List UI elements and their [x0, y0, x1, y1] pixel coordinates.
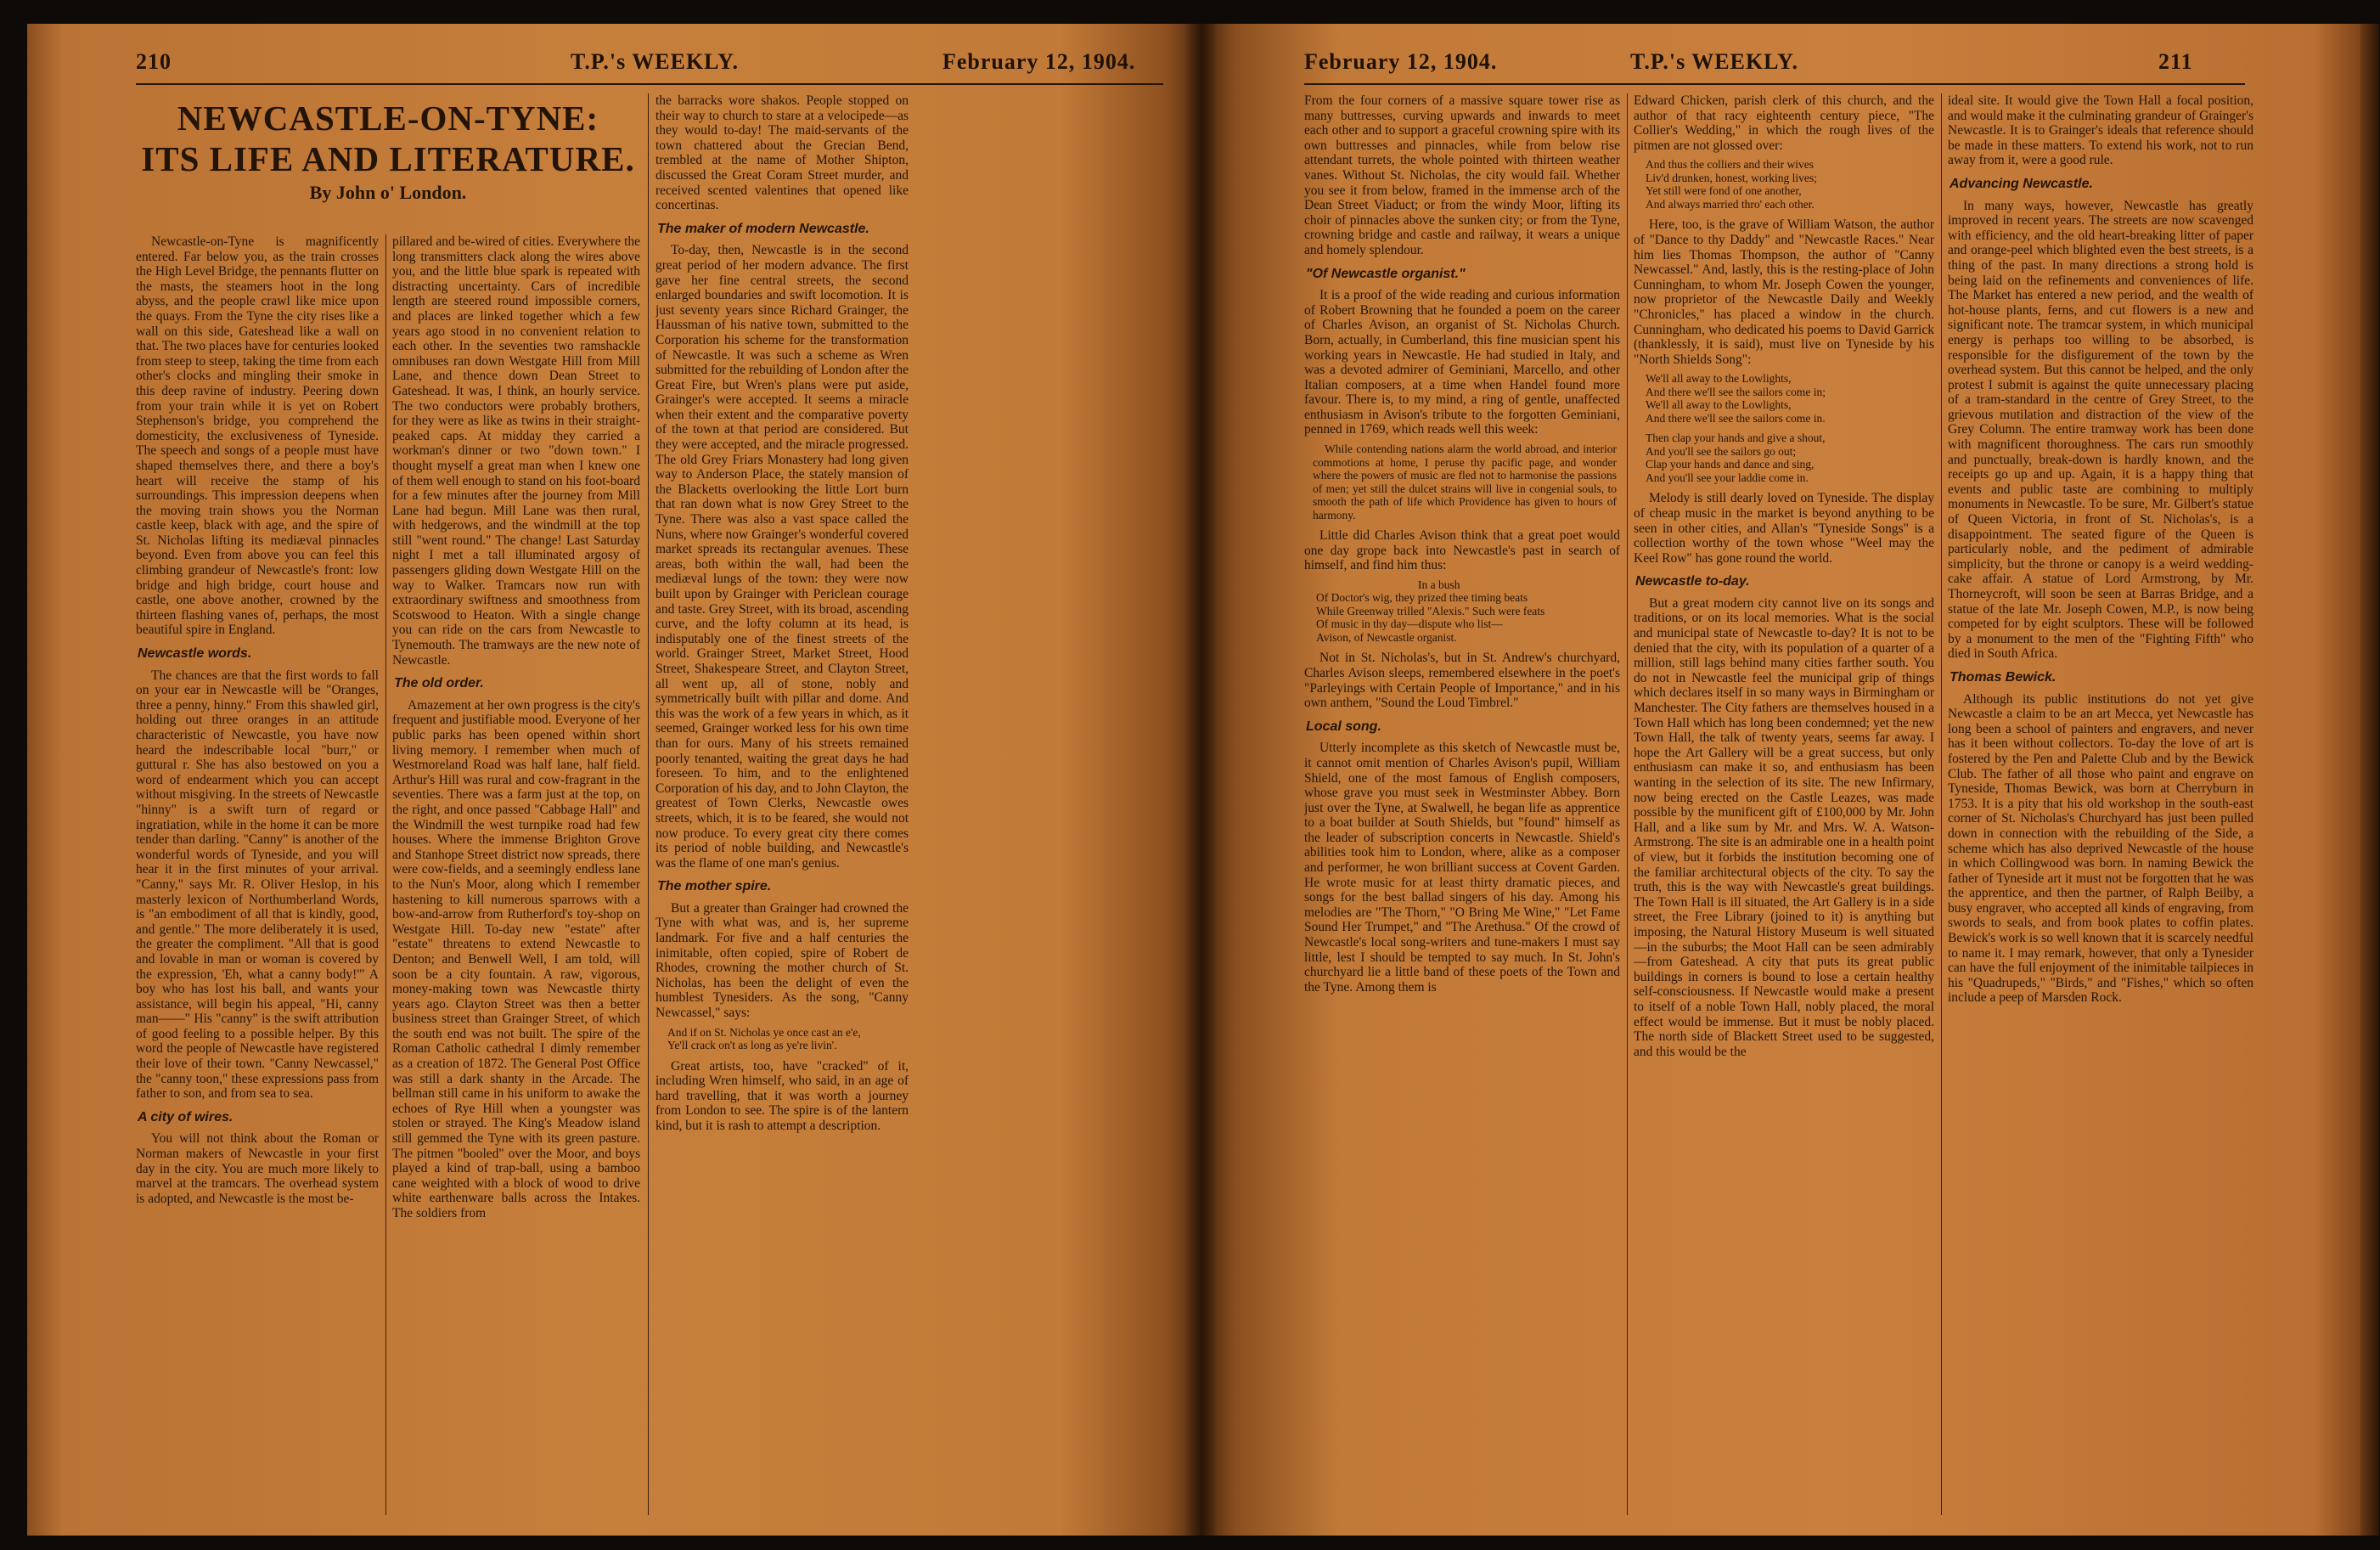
right-column-1	[1304, 93, 1620, 1519]
article-title-line1: NEWCASTLE-ON-TYNE:	[177, 99, 599, 138]
right-page	[1201, 24, 2360, 1536]
verse-line: We'll all away to the Lowlights,	[1646, 398, 1792, 412]
right-column-2	[1634, 93, 1934, 1519]
paragraph: In many ways, however, Newcastle has greatly improved in recent years. The streets are now scavenged with efficiency, and the old heart-breaking litter of paper and orange-peel which blighted even the best streets, is a thing of the past. In many directions a strong hold is being laid on the refinements and conveniences of life. The Market has entered a new period, and the wealth of hot-house plants, ferns, and cut flowers is a new and significant note. The tramcar system, in which municipal energy is perhaps too willing to be absorbed, is responsible for the disfigurement of the town by the overhead system. But this cannot be helped, and the only protest I submit is against the quite unnecessary placing of a tram-standard in the centre of Grey Street, to the grievous mutilation and distraction of the view of the Grey Column. The entire tramway work has been done with magnificent thoroughness. The cars run smoothly and punctually, break-down is hardly known, and the receipts go up and up. Again, it is a happy thing that events and public taste are combining to multiply monuments in Newcastle. To be sure, Mr. Gilbert's statue of Queen Victoria, in front of St. Nicholas's, is a disappointment. The seated figure of the Queen is particularly noble, and the pediment of admirable simplicity, but the throne or canopy is a weird wedding-cake affair. A statue of Lord Armstrong, by Mr. Thorneycroft, will soon be seen at Barras Bridge, and a statue of the late Mr. Joseph Cowen, M.P., is now being competed for by eight sculptors. These will be followed by a monument to the men of the "Fighting Fifth" who died in South Africa.	[1948, 198, 2253, 662]
paragraph: Utterly incomplete as this sketch of Newcastle must be, it cannot omit mention of Charles Avison's pupil, William Shield, one of the most famous of English composers, whose grave you must seek in Westminster Abbey. Born just over the Tyne, at Swalwell, he began life as apprentice to a boat builder at South Shields, but "found" himself as the leader of subscription concerts in Newcastle. Shield's abilities took him to London, where, alike as a composer and performer, he won brilliant success at Covent Garden. He wrote music for at least thirty dramatic pieces, and songs for the best ballad singers of his day. Among his melodies are "The Thorn," "O Bring Me Wine," "Let Fame Sound Her Trumpet," and "The Arethusa." Of the crowd of Newcastle's local song-writers and tune-makers I must say little, lest I should be tempted to say much. In St. John's churchyard lie a little band of these poets of the Town and the Tyne. Among them is	[1304, 741, 1620, 995]
verse-line: Of music in thy day—dispute who list—	[1316, 617, 1503, 631]
paragraph: Not in St. Nicholas's, but in St. Andrew's churchyard, Charles Avison sleeps, remembered elsewhere in the poet's "Parleyings with Certain People of Importance," and in his own anthem, "Sound the Loud Timbrel."	[1304, 651, 1620, 711]
subheading: Thomas Bewick.	[1950, 669, 2056, 685]
subheading: The maker of modern Newcastle.	[657, 221, 869, 236]
verse-line: In a bush	[1418, 578, 1460, 591]
paragraph: Edward Chicken, parish clerk of this church, and the author of that racy eighteenth century piece, "The Collier's Wedding," in which the rough lives of the pitmen are not glossed over:	[1634, 93, 1934, 153]
left-column-1	[136, 234, 379, 1519]
verse-line: Yet still were fond of one another,	[1646, 184, 1802, 198]
paragraph: To-day, then, Newcastle is in the second great period of her modern advance. The first gave her fine central streets, the second enlarged boundaries and swift locomotion. It is just seventy years since Richard Grainger, the Haussman of his native town, submitted to the Corporation his scheme for the transformation of Newcastle. It was such a scheme as Wren submitted for the rebuilding of London after the Great Fire, but Wren's plans were put aside, Grainger's were accepted. It seems a miracle when their extent and the comparative poverty of the town at that period are considered. But they were accepted, and the miracle progressed. The old Grey Friars Monastery had long given way to Anderson Place, the stately mansion of the Blacketts overlooking the little Lort burn that ran down what is now Grey Street to the Tyne. There was also a vast space called the Nuns, where now Grainger's wonderful covered market spreads its rectangular avenues. These areas, both within the wall, had been the mediæval lungs of the town: they were now built upon by Grainger with Periclean courage and taste. Grey Street, with its broad, ascending curve, and the lofty column at its head, is indisputably one of the finest streets of the world. Grainger Street, Market Street, Hood Street, Shakespeare Street, and Clayton Street, all went up, all of stone, nobly and symmetrically built with pillar and dome. And this was the work of a few years in which, as it seemed, Grainger worked less for his own time than for ours. Many of his streets remained poorly tenanted, waiting the great days he had foreseen. To him, and to the enlightened Corporation of his day, and to John Clayton, the greatest of Town Clerks, Newcastle owes streets, which, it is to be feared, she would not now produce. To every great city there comes its period of noble building, and Newcastle's was the flame of one man's genius.	[655, 243, 909, 871]
book-edge	[2360, 24, 2379, 1536]
subheading: Newcastle words.	[138, 646, 252, 662]
header-rule	[1304, 83, 2245, 85]
paragraph: Newcastle-on-Tyne is magnificently entered. Far below you, as the train crosses the High Level Bridge, the pennants flutter on the masts, the steamers hoot in the long abyss, and the people crawl like mice upon the quays. From the Tyne the city rises like a wall on this side, Gateshead like a wall on that. The two places have for centuries looked from steep to steep, taking the time from each other's clocks and mingling their smoke in this deep ravine of industry. Peering down from your train while it is yet on Robert Stephenson's bridge, you comprehend the domesticity, the exclusiveness of Tyneside. The speech and songs of a people must have shaped themselves there, and there a boy's heart will receive the stamp of his surroundings. This impression deepens when the moving train shows you the Norman castle keep, black with age, and the spire of St. Nicholas lifting its mediæval pinnacles beyond. Even from above you can feel this climbing grandeur of Newcastle's front: low bridge and high bridge, court house and castle, one above another, crowned by the thirteen flashing vanes of, perhaps, the most beautiful spire in England.	[136, 234, 379, 638]
verse-line: And there we'll see the sailors come in;	[1646, 385, 1826, 398]
subheading: Advancing Newcastle.	[1950, 176, 2093, 191]
verse-quote	[1646, 431, 1934, 484]
verse-line: Of Doctor's wig, they prized thee timing beats	[1316, 591, 1528, 605]
subheading: The old order.	[394, 676, 484, 691]
paragraph: Amazement at her own progress is the city's frequent and justifiable mood. Everyone of her public parks has been opened within short living memory. I remember when much of Westmoreland Road was half lane, half field. Arthur's Hill was rural and cow-fragrant in the seventies. There was a farm just at the top, on the right, and once passed "Cabbage Hall" and the Windmill the west turnpike road had few houses. Where the immense Brighton Grove and Stanhope Street district now spreads, there were cow-fields, and a seemingly endless lane to the Nun's Moor, along which I remember hastening to kill numerous sparrows with a bow-and-arrow from Rutherford's toy-shop on Westgate Hill. To-day new "estate" after "estate" threatens to extend Newcastle to Denton; and Benwell Well, I am told, will soon be a city fountain. A raw, vigorous, money-making town was Newcastle thirty years ago. Clayton Street was then a better business street than Grainger Street, of which the south end was not built. The spire of the Roman Catholic cathedral I dimly remember as a creation of 1872. The General Post Office was still a dark shanty in the Arcade. The bellman still came in his uniform to awake the echoes of Rye Hill when a youngster was stolen or strayed. The King's Meadow island still gemmed the Tyne with its green pasture. The pitmen "booled" over the Moor, and boys played a kind of trap-ball, using a bamboo cane weighted with a block of wood to drive white earthenware balls across the Intakes. The soldiers from	[392, 697, 640, 1220]
left-column-3	[655, 93, 909, 1519]
paragraph: pillared and be-wired of cities. Everywhere the long transmitters clack along the wires above you, and the little blue spark is repeated with distracting uncertainty. Cars of incredible length are steered round impossible corners, and places are linked together which a few years ago stood in no convenient relation to each other. In the seventies two ramshackle omnibuses ran down Westgate Hill from Mill Lane, and thence down Dean Street to Gateshead. It was, I think, an hourly service. The two conductors were probably brothers, for they were as like as twins in their straight-peaked caps. At midday they carried a workman's dinner or two "down town." I thought myself a great man when I knew one of them well enough to stand on his foot-board for a few minutes after the journey from Mill Lane had begun. Mill Lane was then rural, with hedgerows, and the windmill at the top still "went round." The change! Last Saturday night I met a tall illuminated argosy of passengers gliding down Westgate Hill on the way to Walker. Tramcars now run with extraordinary swiftness and smoothness from Scotswood to Heaton. With a single change you can ride on the cars from Newcastle to Tynemouth. The tramways are the new note of Newcastle.	[392, 234, 640, 668]
right-column-3	[1948, 93, 2253, 1519]
verse-line: And you'll see your laddie come in.	[1646, 471, 1809, 484]
subheading: Newcastle to-day.	[1635, 574, 1750, 589]
verse-quote	[667, 1026, 909, 1052]
verse-line: We'll all away to the Lowlights,	[1646, 372, 1792, 386]
paragraph: Great artists, too, have "cracked" of it, including Wren himself, who said, in an age of hard travelling, that it was worth a journey from London to see. The spire is of the lantern kind, but it is rash to attempt a description.	[655, 1058, 909, 1133]
subheading: A city of wires.	[138, 1109, 233, 1124]
verse-line: And always married thro' each other.	[1646, 197, 1815, 211]
page-number: 210	[136, 49, 172, 74]
verse-line: And there we'll see the sailors come in.	[1646, 411, 1826, 425]
paragraph: Melody is still dearly loved on Tyneside. The display of cheap music in the market is beyond anything to be seen in other cities, and Allan's "Tyneside Songs" is a collection worthy of the town whose "Weel may the Keel Row" has gone round the world.	[1634, 491, 1934, 566]
subheading: Local song.	[1306, 719, 1381, 734]
paragraph: You will not think about the Roman or Norman makers of Newcastle in your first day in the city. You are much more likely to marvel at the tramcars. The overhead system is adopted, and Newcastle is the most be-	[136, 1131, 379, 1206]
verse-line: And thus the colliers and their wives	[1646, 158, 1814, 172]
open-book	[27, 24, 2360, 1536]
paragraph: It is a proof of the wide reading and curious information of Robert Browning that he founded a poem on the career of Charles Avison, an organist of St. Nicholas Church. Born, actually, in Cumberland, this fine musician spent his working years in Newcastle. He had studied in Italy, and was a devoted admirer of Geminiani, Marcello, and other Italian composers, at a time when Handel found more favour. There is, to my mind, a ring of gentle, unaffected enthusiasm in Avison's tribute to the forgotten Geminiani, penned in 1769, which reads well this week:	[1304, 288, 1620, 437]
column-rule	[1627, 93, 1628, 1515]
running-head-publication: T.P.'s WEEKLY.	[571, 49, 740, 74]
article-heading	[136, 93, 640, 234]
verse-quote	[1646, 158, 1934, 211]
verse-quote	[1646, 372, 1934, 425]
left-column-2	[392, 234, 640, 1519]
paragraph: But a great modern city cannot live on its songs and traditions, or on its local memories. What is the social and municipal state of Newcastle to-day? It is not to be denied that the city, with its population of a quarter of a million, still lags behind many cities farther south. You do not in Newcastle feel the municipal grip of things which declares itself in so many ways in Birmingham or Manchester. The City fathers are themselves housed in a Town Hall which has long been condemned; yet the new Town Hall, the talk of twenty years, seems far away. I hope the Art Gallery will be a great success, but only enthusiasm can make it so, and enthusiasm has been wanting in the selection of its site. The new Infirmary, now being erected on the Castle Leazes, was made possible by the munificent gift of £100,000 by Mr. John Hall, and a like sum by Mr. and Mrs. W. A. Watson-Armstrong. The site is an admirable one in a health point of view, but it forbids the institution becoming one of the familiar architectural objects of the city. To say the truth, this is the way with Newcastle's great buildings. The Town Hall is ill situated, the Art Gallery is in a side street, the Free Library (joined to it) is anything but imposing, the Natural History Museum is well situated—in the suburbs; the Moot Hall can be seen admirably—from Gateshead. A city that puts its great public buildings in corners is bound to lose a certain healthy self-consciousness. If Newcastle would make a present to itself of a noble Town Hall, nobly placed, the moral effect would be immense. But it must be nobly placed. The north side of Blackett Street used to be suggested, and this would be the	[1634, 595, 1934, 1059]
paragraph: From the four corners of a massive square tower rise as many buttresses, curving upwards and inwards to meet each other and to support a graceful crowning spire with its own buttresses and pinnacles, while from below rise attendant turrets, the whole pointed with thirteen weather vanes. Without St. Nicholas, the city would fail. Whether you see it from below, framed in the immense arch of the Dean Street Viaduct; or from the windy Moor, lifting its choir of pinnacles above the sunken city; or from the Tyne, crowning bridge and castle and railway, it wears a unique and homely splendour.	[1304, 93, 1620, 257]
subheading: "Of Newcastle organist."	[1306, 266, 1466, 281]
subheading: The mother spire.	[657, 879, 772, 894]
verse-line: And if on St. Nicholas ye once cast an e'e,	[667, 1025, 861, 1039]
paragraph: the barracks wore shakos. People stopped on their way to church to stare at a velocipede—as they would to-day! The maid-servants of the town chattered about the Grecian Bend, trembled at the name of Mother Shipton, discussed the Great Coram Street murder, and received scented valentines that opened like concertinas.	[655, 93, 909, 213]
article-title-line2: ITS LIFE AND LITERATURE.	[141, 139, 635, 178]
column-rule	[648, 93, 649, 1515]
verse-line: Clap your hands and dance and sing,	[1646, 458, 1815, 471]
running-head-publication: T.P.'s WEEKLY.	[1630, 49, 1799, 74]
column-rule	[385, 234, 386, 1515]
left-page	[27, 24, 1201, 1536]
header-rule	[136, 83, 1163, 85]
verse-line: Liv'd drunken, honest, working lives;	[1646, 171, 1817, 184]
verse-line: While Greenway trilled "Alexis." Such were feats	[1316, 604, 1545, 617]
running-head-date: February 12, 1904.	[1304, 49, 1498, 74]
block-quote: While contending nations alarm the world abroad, and interior commotions at home, I peruse thy pacific page, and wonder where the powers of music are fled not to harmonise the passions of men; yet still the dulcet strains will live in congenial souls, to smooth the path of life which Providence has given to hours of harmony.	[1313, 442, 1617, 521]
paragraph: Little did Charles Avison think that a great poet would one day grope back into Newcastle's past in search of himself, and find him thus:	[1304, 528, 1620, 573]
verse-line: And you'll see the sailors go out;	[1646, 444, 1797, 458]
paragraph: But a greater than Grainger had crowned the Tyne with what was, and is, her supreme landmark. For five and a half centuries the inimitable, often copied, spire of Robert de Rhodes, crowning the mother church of St. Nicholas, has been the delight of even the humblest Tynesiders. As the song, "Canny Newcassel," says:	[655, 900, 909, 1021]
running-head-date: February 12, 1904.	[942, 49, 1136, 74]
verse-line: Ye'll crack on't as long as ye're livin'.	[667, 1039, 837, 1052]
verse-line: Then clap your hands and give a shout,	[1646, 431, 1826, 445]
paragraph: ideal site. It would give the Town Hall a focal position, and would make it the culminating grandeur of Grainger's Newcastle. It is to Grainger's ideals that reference should be made in these matters. To extend his work, not to run away from it, were a good rule.	[1948, 93, 2253, 168]
paragraph: Although its public institutions do not yet give Newcastle a claim to be an art Mecca, yet Newcastle has long been a school of painters and engravers, and never has it been without collectors. To-day the love of art is fostered by the Pen and Palette Club and by the Bewick Club. The father of all those who paint and engrave on Tyneside, Thomas Bewick, was born at Cherryburn in 1753. It is a pity that his old workshop in the south-east corner of St. Nicholas's Churchyard has just been pulled down in connection with the rebuilding of the Side, a scheme which has also deprived Newcastle of the house in which Collingwood was born. In naming Bewick the father of Tyneside art it must not be forgotten that he was the apprentice, and then the partner, of Ralph Beilby, a busy engraver, who accepted all kinds of engraving, from swords to seals, and from book plates to coffin plates. Bewick's work is so well known that it is scarcely needful to name it. I may remark, however, that only a Tynesider can have the full enjoyment of the inimitable tailpieces in his "Quadrupeds," "Birds," and "Fishes," which so often include a peep of Marsden Rock.	[1948, 691, 2253, 1006]
verse-quote	[1316, 578, 1620, 645]
page-number: 211	[2158, 49, 2193, 74]
article-byline: By John o' London.	[309, 182, 467, 203]
paragraph: The chances are that the first words to fall on your ear in Newcastle will be "Oranges, three a penny, hinny." From this shawled girl, holding out three oranges in an attitude characteristic of Newcastle, you have now heard the indescribable local "burr," or guttural r. She has also bestowed on you a word of endearment which you can accept without misgiving. In the streets of Newcastle "hinny" is a swift turn of regard or ingratiation, while in the home it can be more tender than darling. "Canny" is another of the wonderful words of Tyneside, and you will hear it in the first minutes of your arrival. "Canny," says Mr. R. Oliver Heslop, in his masterly lexicon of Northumberland Words, is "an embodiment of all that is kindly, good, and gentle." The more deliberately it is used, the greater the compliment. "All that is good and lovable in man or woman is covered by the expression, 'Eh, what a canny body!'" A boy who has lost his ball, and wants your assistance, will begin his appeal, "Hi, canny man——" His "canny" is the swift attribution of good feeling to a possible helper. By this word the people of Newcastle have registered their love of their town. "Canny Newcassel," the "canny toon," these expressions pass from father to son, and from sea to sea.	[136, 668, 379, 1102]
column-rule	[1941, 93, 1942, 1515]
verse-line: Avison, of Newcastle organist.	[1316, 630, 1457, 644]
paragraph: Here, too, is the grave of William Watson, the author of "Dance to thy Daddy" and "Newcastle Races." Near him lies Thomas Thompson, the author of "Canny Newcassel." And, lastly, this is the resting-place of John Cunningham, to whom Mr. Joseph Cowen the younger, now proprietor of the Newcastle Daily and Weekly "Chronicles," has placed a window in the church. Cunningham, who dedicated his poems to David Garrick (thanklessly, it is said), must live on Tyneside by his "North Shields Song":	[1634, 217, 1934, 367]
